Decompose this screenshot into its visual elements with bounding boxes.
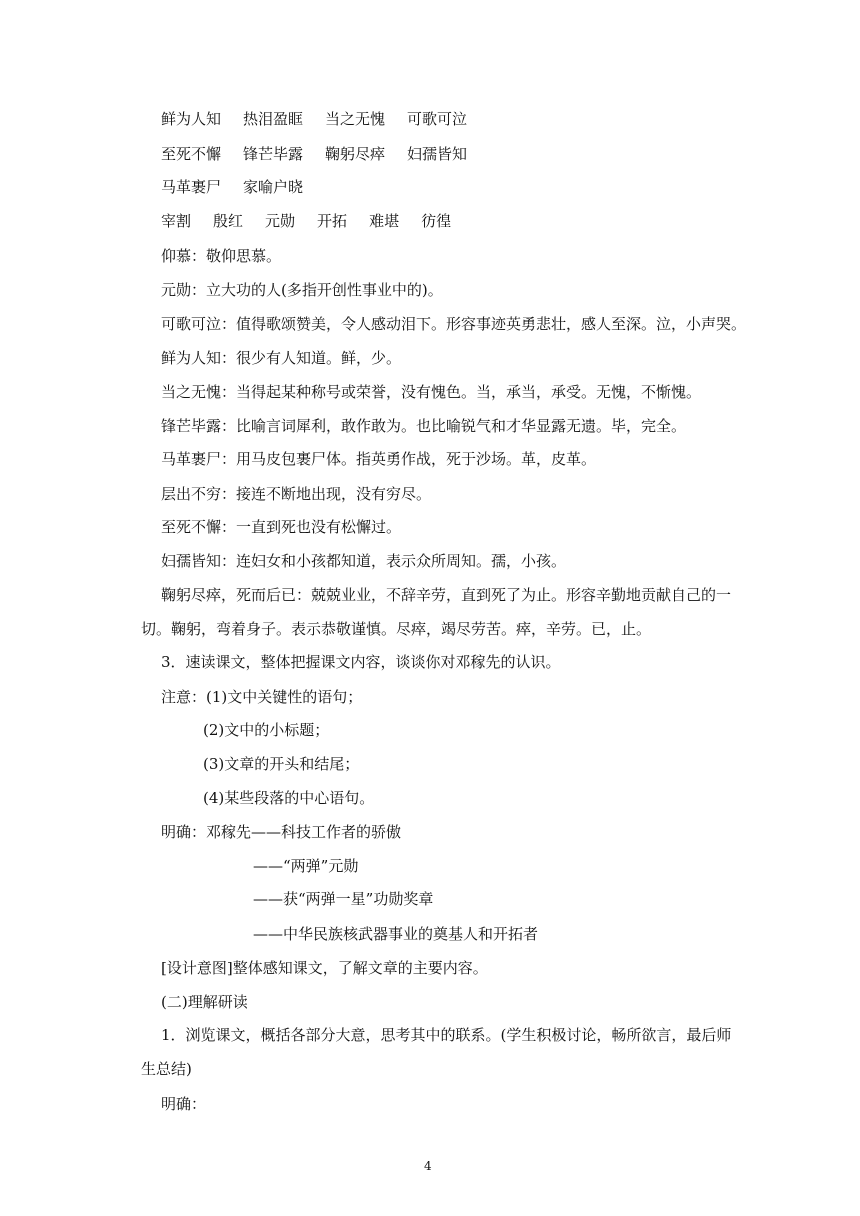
vocab-word: 妇孺皆知	[407, 145, 468, 163]
vocab-word: 家喻户晓	[243, 178, 304, 196]
vocab-word: 至死不懈	[161, 145, 222, 163]
vocab-word: 热泪盈眶	[243, 110, 304, 128]
notes-item-4: (4)某些段落的中心语句。	[203, 789, 375, 807]
vocab-word: 可歌可泣	[407, 110, 468, 128]
vocab-word: 当之无愧	[325, 110, 386, 128]
definition-line: 至死不懈：一直到死也没有松懈过。	[161, 518, 402, 536]
vocab-word: 彷徨	[421, 212, 452, 230]
vocab-word: 锋芒毕露	[243, 145, 304, 163]
definition-line: 妇孺皆知：连妇女和小孩都知道，表示众所周知。孺，小孩。	[161, 552, 567, 570]
task-1-line-2: 生总结)	[141, 1060, 192, 1078]
notes-item-1: 注意：(1)文中关键性的语句；	[161, 688, 363, 706]
vocab-word: 难堪	[369, 212, 400, 230]
definition-line: 锋芒毕露：比喻言词犀利，敢作敢为。也比喻锐气和才华显露无遗。毕，完全。	[161, 417, 687, 435]
jugong-definition-line-2: 切。鞠躬，弯着身子。表示恭敬谨慎。尽瘁，竭尽劳苦。瘁，辛劳。已，止。	[141, 620, 652, 638]
definition-line: 鲜为人知：很少有人知道。鲜，少。	[161, 349, 402, 367]
mingque-line-2: ——“两弹”元勋	[253, 857, 359, 875]
vocab-row-2	[161, 144, 467, 164]
definition-line: 可歌可泣：值得歌颂赞美，令人感动泪下。形容事迹英勇悲壮，感人至深。泣，小声哭。	[161, 315, 747, 333]
mingque-label: 明确：	[161, 1095, 207, 1113]
vocab-word: 马革裹尸	[161, 178, 222, 196]
definition-line: 层出不穷：接连不断地出现，没有穷尽。	[161, 485, 432, 503]
section-heading: (二)理解研读	[161, 993, 248, 1011]
vocab-word: 元勋	[265, 212, 296, 230]
task-1-line-1: 1．浏览课文，概括各部分大意，思考其中的联系。(学生积极讨论，畅所欲言，最后师	[161, 1026, 732, 1044]
definition-line: 仰慕：敬仰思慕。	[161, 247, 282, 265]
definition-line: 马革裹尸：用马皮包裹尸体。指英勇作战，死于沙场。革，皮革。	[161, 450, 597, 468]
notes-item-2: (2)文中的小标题；	[203, 721, 330, 739]
notes-item-3: (3)文章的开头和结尾；	[203, 755, 360, 773]
mingque-line-4: ——中华民族核武器事业的奠基人和开拓者	[253, 925, 539, 943]
jugong-definition-line-1: 鞠躬尽瘁，死而后已：兢兢业业，不辞辛劳，直到死了为止。形容辛勤地贡献自己的一	[161, 586, 732, 604]
vocab-word: 鞠躬尽瘁	[325, 145, 386, 163]
definition-line: 元勋：立大功的人(多指开创性事业中的)。	[161, 281, 443, 299]
mingque-line-1: 明确：邓稼先——科技工作者的骄傲	[161, 823, 402, 841]
vocab-word: 宰割	[161, 212, 192, 230]
vocab-row-4	[161, 211, 451, 231]
vocab-row-1	[161, 109, 467, 129]
design-intent: [设计意图]整体感知课文，了解文章的主要内容。	[161, 959, 488, 977]
vocab-word: 鲜为人知	[161, 110, 222, 128]
vocab-word: 开拓	[317, 212, 348, 230]
vocab-word: 殷红	[213, 212, 244, 230]
mingque-line-3: ——获“两弹一星”功勋奖章	[253, 890, 434, 908]
definition-line: 当之无愧：当得起某种称号或荣誉，没有愧色。当，承当，承受。无愧，不惭愧。	[161, 383, 702, 401]
vocab-row-3	[161, 177, 303, 197]
task-3: 3．速读课文，整体把握课文内容，谈谈你对邓稼先的认识。	[161, 653, 561, 671]
page-number: 4	[424, 1159, 432, 1173]
